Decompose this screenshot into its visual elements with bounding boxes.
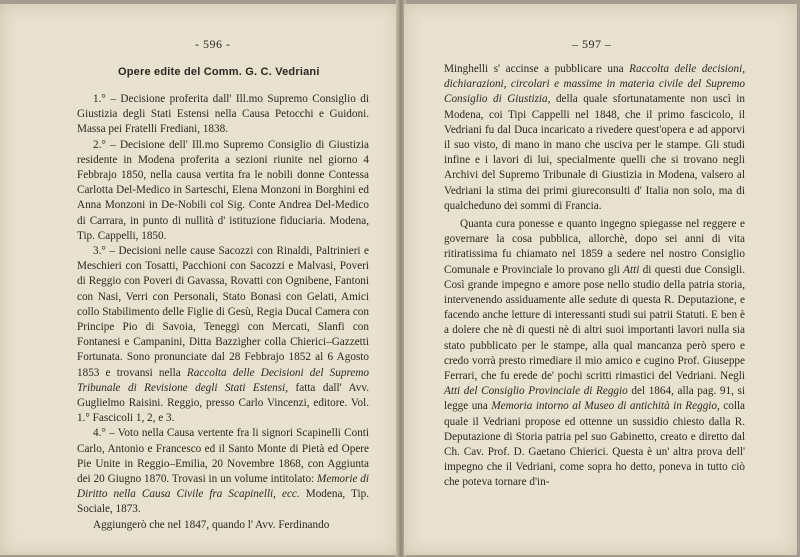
- italic-title: Atti del Consiglio Provinciale di Reggio: [444, 385, 628, 398]
- paragraph-text: Quanta cura ponesse e quanto ingegno spiegasse nel reggere e governare la cosa pubblica, allorchè, dopo sei anni di vita ritiratissima fu chiamato nel 1859 a sedere nel nostro Consiglio Comunale e Provinciale lo provano gli: [444, 218, 745, 276]
- paragraph-continued: [444, 62, 745, 214]
- paragraph-text: Minghelli s' accinse a pubblicare una: [444, 63, 624, 75]
- item-number: 2.°: [93, 138, 106, 151]
- paragraph-text: Modena, Tip. Sociale, 1873.: [77, 488, 369, 516]
- paragraph-3: [77, 244, 369, 426]
- italic-title: Raccolta delle decisioni, dichiarazioni, circolari e massime in materia civile del Supremo Consiglio di Giustizia,: [444, 63, 746, 106]
- paragraph-quanta-cura: [444, 217, 745, 491]
- left-page-body: [77, 92, 369, 533]
- italic-title: Raccolta delle Decisioni del Supremo Tribunale di Revisione degli Stati Estensi,: [77, 366, 370, 394]
- item-number: 1.°: [93, 93, 106, 105]
- italic-title: Memorie di Diritto nella Causa Civile fra Scapinelli, ecc.: [77, 473, 370, 501]
- paragraph-text: fatta dall' Avv. Guglielmo Raisini. Reggio, presso Carlo Vincenzi, editore. Vol. 1.° Fascicoli 1, 2, e 3.: [77, 381, 370, 425]
- paragraph-2: [77, 138, 369, 244]
- paragraph-text: colla quale il Vedriani propose ed ottenne un sussidio chiesto dalla R. Deputazione di Storia patria pel suo Gabinetto, creato e diretto dal Ch. Cav. Prof. D. Gaetano Chierici. Questa è un' altra prova dell' impegno che il Vedriani, come sopra ho detto, poneva in tutto ciò che poteva tornare d'in-: [444, 400, 746, 489]
- item-number: 4.°: [93, 427, 106, 440]
- paragraph-text: di questi due Consigli. Così grande impegno e amore pose nello studio della patria storia, intervenendo assiduamente alle sedute di questa R. Deputazione, e facendo anche letture di interessanti studi sui patrii Statuti. E ben è a dolere che nè di questi nè di altri suoi importanti lavori nulla sia stato pubblicato per le stampe, alla qual mancanza però spero e credo vorrà presto rimediare il mio amico e cugino Prof. Giuseppe Ferrari, che fu erede de' pochi scritti rimastici del Vedriani. Negli: [444, 263, 746, 383]
- page-heading: Opere edite del Comm. G. C. Vedriani: [118, 66, 320, 78]
- italic-title: Atti: [623, 263, 640, 276]
- right-page-body: [444, 62, 745, 491]
- paragraph-5: [77, 518, 369, 533]
- paragraph-text: – Voto nella Causa vertente fra li signori Scapinelli Conti Carlo, Antonio e Francesco ed il Santo Monte di Pietà ed Opere Pie Unite in Reggio–Emilia, 20 Novembre 1868, con Aggiunta dei 20 Giugno 1870. Trovasi in un volume intitolato:: [77, 427, 370, 486]
- italic-title: Memoria intorno al Museo di antichità in Reggio,: [491, 400, 720, 413]
- paragraph-text: – Decisione dell' Ill.mo Supremo Consiglio di Giustizia residente in Modena proferita a sezioni riunite nel giorno 4 Febbrajo 1850, nella causa vertita fra le nobili donne Contessa Carlotta Del-Medico in Sarteschi, Elena Monzoni in Borghini ed Anna Monzoni in De-Nobili col Sig. Conte Andrea Del-Medico di Carrara, in punto di nullità d' istituzione fiduciaria. Modena, Tip. Cappelli, 1850.: [77, 138, 369, 242]
- paragraph-text: – Decisione proferita dall' Ill.mo Supremo Consiglio di Giustizia degli Stati Estensi nella Causa Petocchi e Guidoni. Massa pei Fratelli Frediani, 1838.: [77, 93, 370, 136]
- paragraph-text: della quale sfortunatamente non uscì in Modena, coi Tipi Cappelli nel 1848, che il primo fascicolo, il Vedriani fu dal Duca incaricato a rivedere quest'opera e ad apporvi il suo visto, di mano in mano che usciva per le stampe. Gli studi infine e i lavori di lui, specialmente quelli che si trovano negli Archivi del Supremo Tribunale di Giustizia in Modena, valsero al Vedriani la stima dei primi giureconsulti d' Italia non solo, ma di qualcheduno dei sommi di Francia.: [444, 93, 746, 212]
- page-number-left: - 596 -: [195, 37, 231, 51]
- paragraph-1: [77, 92, 369, 138]
- item-number: 3.°: [93, 245, 106, 258]
- paragraph-text: del 1864, alla pag. 91, si legge una: [444, 385, 745, 413]
- paragraph-4: [77, 426, 369, 517]
- paragraph-text: – Decisioni nelle cause Sacozzi con Rinaldi, Paltrinieri e Meschieri con Tosatti, Pacchioni con Sacozzi e Malvasi, Poveri di Reggio con Poveri di Gavassa, Rovatti con Ognibene, Fantoni con Nasi, Verri con Personali, Stato Bonasi con Gelati, Amici collo Stabilimento delle Figlie di Gesù, Regia Ducal Camera con Principe Pio di Savoia, Teneggi con Mercati, Slanfi con Fontanesi e Campanini, Ditta Bazzigher colla Chierici–Gazzetti Fortunata. Sono pronunciate dal 28 Febbrajo 1852 al 6 Agosto 1853 e trovansi nella: [77, 245, 370, 379]
- paragraph-text: Aggiungerò che nel 1847, quando l' Avv. Ferdinando: [93, 518, 330, 531]
- left-page: [0, 4, 399, 555]
- page-number-right: – 597 –: [572, 37, 612, 51]
- right-page: [404, 4, 797, 555]
